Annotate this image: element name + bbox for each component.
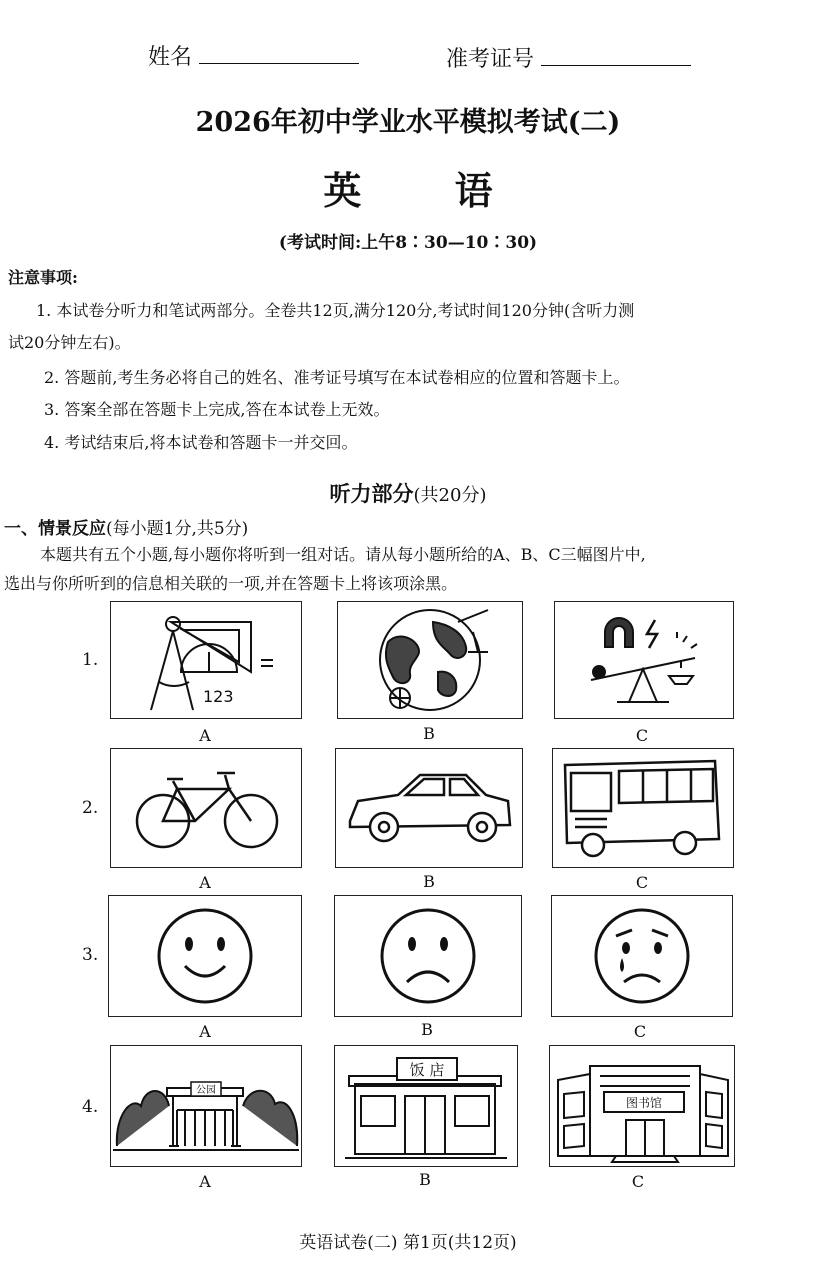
question-number: 3.	[82, 945, 99, 965]
question-number: 2.	[82, 798, 99, 818]
physics-magnet-balance-icon	[555, 602, 733, 718]
bicycle-icon	[111, 749, 301, 867]
question-number: 4.	[82, 1097, 99, 1117]
q4-option-a-image[interactable]	[110, 1045, 302, 1167]
car-icon	[336, 749, 522, 867]
exam-time: (考试时间:上午8∶30—10∶30)	[278, 233, 538, 253]
q3-option-c-image[interactable]	[551, 895, 733, 1017]
option-label: C	[635, 726, 649, 745]
q1-option-c-image[interactable]	[554, 601, 734, 719]
part1-title: 一、情景反应	[4, 519, 106, 539]
restaurant-sign: 饭 店	[409, 1061, 445, 1079]
q4-option-b-image[interactable]	[334, 1045, 518, 1167]
restaurant-icon	[335, 1046, 517, 1166]
note-2: 2. 答题前,考生务必将自己的姓名、准考证号填写在本试卷相应的位置和答题卡上。	[44, 368, 630, 387]
name-blank	[199, 43, 359, 64]
listening-section-title	[0, 478, 816, 508]
math-tools-icon	[111, 602, 301, 718]
exam-id-blank	[541, 45, 691, 66]
part1-instructions-1: 本题共有五个小题,每小题你将听到一组对话。请从每小题所给的A、B、C三幅图片中,	[40, 545, 646, 564]
option-label: A	[199, 1172, 211, 1191]
geography-globe-icon	[338, 602, 522, 718]
part1-instructions-2: 选出与你所听到的信息相关联的一项,并在答题卡上将该项涂黑。	[4, 574, 458, 593]
q1-option-a-image[interactable]	[110, 601, 302, 719]
note-4: 4. 考试结束后,将本试卷和答题卡一并交回。	[44, 433, 358, 452]
park-sign: 公园	[196, 1085, 216, 1096]
page-footer: 英语试卷(二) 第1页(共12页)	[299, 1233, 517, 1253]
exam-id-label: 准考证号	[446, 47, 535, 72]
option-label: A	[199, 726, 211, 745]
option-label: B	[419, 1170, 431, 1189]
name-label: 姓名	[148, 45, 193, 70]
happy-face-icon	[109, 896, 301, 1016]
crying-face-icon	[552, 896, 732, 1016]
question-number: 1.	[82, 650, 99, 670]
note-1b: 试20分钟左右)。	[8, 333, 131, 352]
q4-option-c-image[interactable]	[549, 1045, 735, 1167]
q2-option-b-image[interactable]	[335, 748, 523, 868]
note-3: 3. 答案全部在答题卡上完成,答在本试卷上无效。	[44, 400, 390, 419]
option-label: A	[199, 873, 211, 892]
option-label: B	[423, 724, 435, 743]
q2-option-c-image[interactable]	[552, 748, 734, 868]
option-label: B	[421, 1020, 433, 1039]
option-label: B	[423, 872, 435, 891]
option-label: A	[199, 1022, 211, 1041]
option-label: C	[635, 873, 649, 892]
park-gate-icon	[111, 1046, 301, 1166]
part1-score: (每小题1分,共5分)	[106, 519, 249, 539]
exam-title: 2026年初中学业水平模拟考试(二)	[195, 107, 621, 138]
exam-id-field	[446, 42, 691, 73]
note-1a: 1. 本试卷分听力和笔试两部分。全卷共12页,满分120分,考试时间120分钟(含听力测	[36, 301, 635, 320]
name-field	[148, 40, 359, 71]
notes-heading: 注意事项:	[8, 268, 78, 287]
part1-heading	[4, 514, 248, 539]
q3-option-b-image[interactable]	[334, 895, 522, 1017]
bus-icon	[553, 749, 733, 867]
q3-option-a-image[interactable]	[108, 895, 302, 1017]
svg-text:123: 123	[203, 687, 234, 706]
subject-title: 英 语	[323, 168, 533, 213]
q1-option-b-image[interactable]	[337, 601, 523, 719]
option-label: C	[631, 1172, 645, 1191]
sad-face-icon	[335, 896, 521, 1016]
library-sign: 图书馆	[625, 1096, 663, 1110]
listening-title: 听力部分	[329, 481, 414, 506]
q2-option-a-image[interactable]	[110, 748, 302, 868]
library-icon	[550, 1046, 734, 1166]
option-label: C	[633, 1022, 647, 1041]
listening-score: (共20分)	[413, 485, 487, 506]
